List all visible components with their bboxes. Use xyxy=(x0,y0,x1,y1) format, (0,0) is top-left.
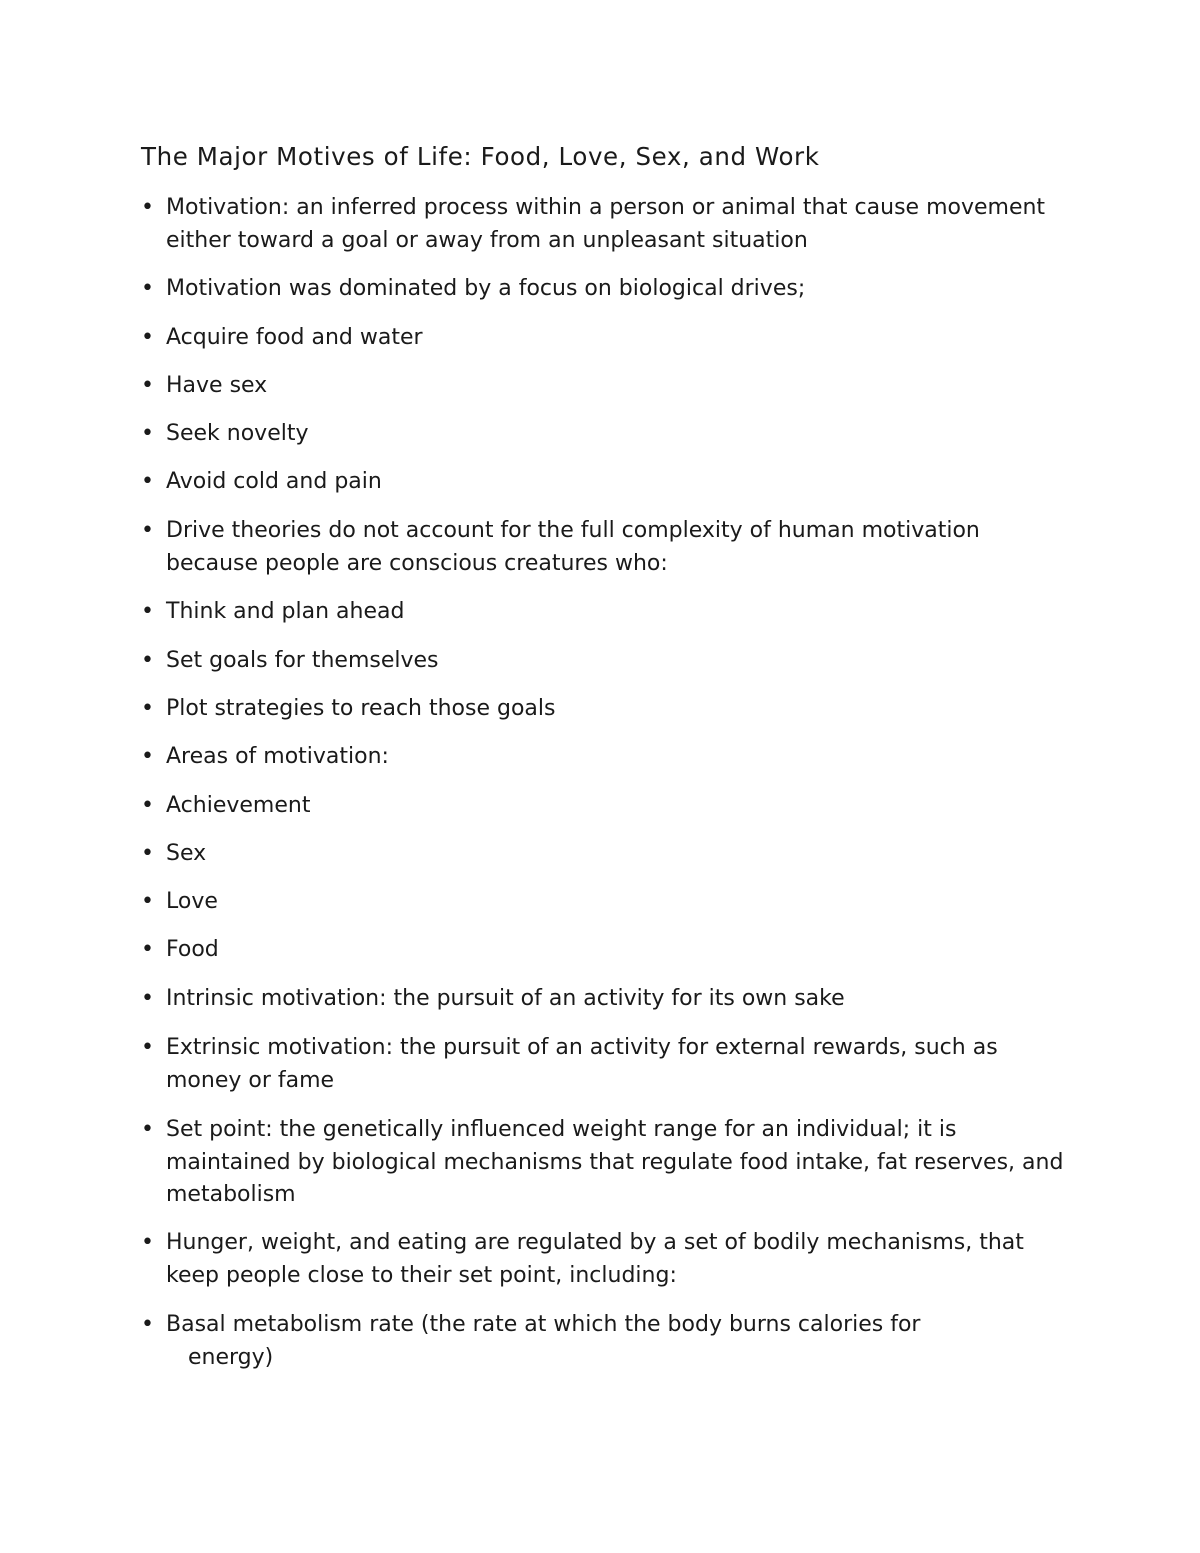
list-item xyxy=(141,1227,1071,1292)
list-item-text: Basal metabolism rate (the rate at which the body burns calories for xyxy=(166,1312,921,1337)
list-item-text: Motivation was dominated by a focus on biological drives; xyxy=(166,276,806,301)
list-item xyxy=(141,645,1071,678)
list-item-text: Set goals for themselves xyxy=(166,648,439,673)
bullet-icon: • xyxy=(141,986,154,1011)
bullet-icon: • xyxy=(141,469,154,494)
list-item-text: Areas of motivation: xyxy=(166,744,389,769)
list-item-text: Love xyxy=(166,889,218,914)
bullet-icon: • xyxy=(141,195,154,220)
list-item xyxy=(141,596,1071,629)
list-item xyxy=(141,1114,1071,1212)
list-item xyxy=(141,934,1071,967)
list-item-text: Have sex xyxy=(166,373,268,398)
list-item xyxy=(141,983,1071,1016)
bullet-icon: • xyxy=(141,421,154,446)
list-item xyxy=(141,273,1071,306)
list-item xyxy=(141,322,1071,355)
list-item xyxy=(141,370,1071,403)
bullet-icon: • xyxy=(141,599,154,624)
bullet-icon: • xyxy=(141,744,154,769)
bullet-icon: • xyxy=(141,841,154,866)
list-item xyxy=(141,838,1071,871)
list-item xyxy=(141,1309,1071,1374)
bullet-icon: • xyxy=(141,648,154,673)
list-item-text: Achievement xyxy=(166,793,311,818)
bullet-icon: • xyxy=(141,325,154,350)
list-item-text: Drive theories do not account for the full complexity of human motivation because people are conscious creatures who: xyxy=(166,518,980,576)
list-item xyxy=(141,886,1071,919)
bullet-icon: • xyxy=(141,373,154,398)
bullet-icon: • xyxy=(141,1312,154,1337)
bullet-icon: • xyxy=(141,696,154,721)
bullet-icon: • xyxy=(141,1230,154,1255)
bullet-icon: • xyxy=(141,518,154,543)
bullet-icon: • xyxy=(141,937,154,962)
list-item-text: Think and plan ahead xyxy=(166,599,405,624)
bullet-icon: • xyxy=(141,276,154,301)
list-item-text: Hunger, weight, and eating are regulated by a set of bodily mechanisms, that keep people close to their set point, including: xyxy=(166,1230,1024,1288)
list-item xyxy=(141,466,1071,499)
list-item xyxy=(141,418,1071,451)
list-item xyxy=(141,693,1071,726)
list-item xyxy=(141,192,1071,257)
page-title: The Major Motives of Life: Food, Love, Sex, and Work xyxy=(141,142,820,171)
bullet-icon: • xyxy=(141,1117,154,1142)
list-item-text: Sex xyxy=(166,841,207,866)
list-item-text: Plot strategies to reach those goals xyxy=(166,696,556,721)
list-item-text: Food xyxy=(166,937,219,962)
list-item-text-continuation: energy) xyxy=(188,1344,274,1370)
list-item-text: Intrinsic motivation: the pursuit of an activity for its own sake xyxy=(166,986,845,1011)
bullet-icon: • xyxy=(141,889,154,914)
list-item-text: Extrinsic motivation: the pursuit of an activity for external rewards, such as money or fame xyxy=(166,1035,998,1093)
list-item-text: Motivation: an inferred process within a person or animal that cause movement either toward a goal or away from an unpleasant situation xyxy=(166,195,1046,253)
list-item-text: Seek novelty xyxy=(166,421,309,446)
list-item xyxy=(141,790,1071,823)
list-item xyxy=(141,1032,1071,1097)
list-item-text: Avoid cold and pain xyxy=(166,469,382,494)
list-item-text: Set point: the genetically influenced weight range for an individual; it is maintained by biological mechanisms that regulate food intake, fat reserves, and metabolism xyxy=(166,1117,1064,1207)
list-item xyxy=(141,741,1071,774)
bullet-icon: • xyxy=(141,793,154,818)
list-item-text: Acquire food and water xyxy=(166,325,423,350)
bullet-icon: • xyxy=(141,1035,154,1060)
list-item xyxy=(141,515,1071,580)
